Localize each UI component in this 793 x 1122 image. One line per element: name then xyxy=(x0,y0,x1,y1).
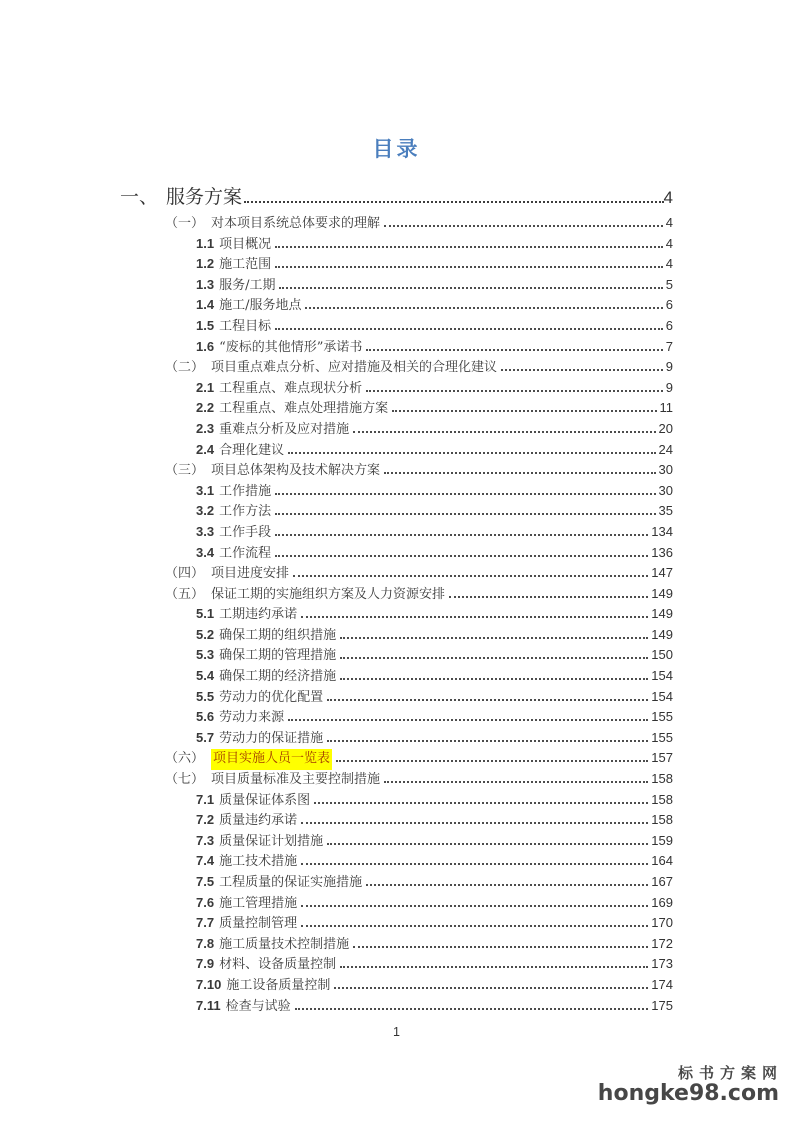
toc-entry-number: 2.1 xyxy=(196,379,215,395)
toc-entry-number: 7.6 xyxy=(196,894,215,910)
toc-entry[interactable] xyxy=(120,645,673,666)
watermark-site-name: 标书方案网 xyxy=(677,1064,783,1082)
toc-dot-leader xyxy=(275,513,655,515)
toc-entry-label: 施工技术措施 xyxy=(219,854,298,870)
toc-entry-number: 1.2 xyxy=(196,256,215,272)
toc-entry-number: 7.9 xyxy=(196,956,215,972)
toc-entry-number: 7.10 xyxy=(196,976,222,992)
toc-entry[interactable] xyxy=(120,810,673,831)
toc-entry-page-number: 5 xyxy=(665,276,673,292)
toc-dot-leader xyxy=(314,802,648,804)
toc-entry-page-number: 9 xyxy=(665,379,673,395)
toc-entry[interactable] xyxy=(120,234,673,255)
toc-entry[interactable] xyxy=(120,481,673,502)
toc-entry-label: “废标的其他情形”承诺书 xyxy=(219,339,363,355)
toc-entry-page-number: 158 xyxy=(651,812,673,828)
toc-entry[interactable] xyxy=(120,357,673,378)
toc-entry-number: 7.2 xyxy=(196,812,215,828)
toc-entry-page-number: 149 xyxy=(651,606,673,622)
toc-entry-label: 工程重点、难点现状分析 xyxy=(219,380,363,396)
toc-entry-label: 质量控制管理 xyxy=(219,916,298,932)
toc-entry-label: 施工管理措施 xyxy=(219,895,298,911)
toc-entry-page-number: 159 xyxy=(651,832,673,848)
toc-entry-page-number: 150 xyxy=(651,647,673,663)
toc-entry[interactable] xyxy=(120,295,673,316)
toc-entry-page-number: 158 xyxy=(651,791,673,807)
toc-entry-label: 服务/工期 xyxy=(219,277,276,293)
toc-entry[interactable] xyxy=(120,584,673,605)
toc-dot-leader xyxy=(288,452,655,454)
toc-dot-leader xyxy=(279,287,662,289)
toc-entry-number: 1.6 xyxy=(196,338,215,354)
toc-entry[interactable] xyxy=(120,728,673,749)
toc-dot-leader xyxy=(244,201,664,203)
toc-entry[interactable] xyxy=(120,378,673,399)
toc-entry-number: 3.1 xyxy=(196,482,215,498)
toc-dot-leader xyxy=(353,431,655,433)
page-title: 目录 xyxy=(372,136,421,161)
toc-entry[interactable] xyxy=(120,769,673,790)
toc-entry-number: 1.4 xyxy=(196,297,215,313)
toc-entry-label: 项目概况 xyxy=(219,236,272,252)
toc-dot-leader xyxy=(327,843,648,845)
toc-entry[interactable] xyxy=(120,748,673,769)
toc-entry-number: 5.6 xyxy=(196,709,215,725)
toc-entry-number: （五） xyxy=(165,586,205,602)
toc-entry-number: 7.3 xyxy=(196,832,215,848)
toc-entry-page-number: 155 xyxy=(651,729,673,745)
toc-dot-leader xyxy=(336,760,648,762)
toc-entry-label: 保证工期的实施组织方案及人力资源安排 xyxy=(211,586,446,602)
toc-entry-number: 5.2 xyxy=(196,626,215,642)
toc-entry-number: （七） xyxy=(165,772,205,788)
toc-entry[interactable] xyxy=(120,398,673,419)
toc-entry-page-number: 136 xyxy=(651,544,673,560)
toc-dot-leader xyxy=(384,472,656,474)
toc-dot-leader xyxy=(340,678,648,680)
toc-entry[interactable] xyxy=(120,831,673,852)
toc-entry-number: 2.2 xyxy=(196,400,215,416)
toc-entry[interactable] xyxy=(120,934,673,955)
toc-entry-label: 劳动力的优化配置 xyxy=(219,689,324,705)
toc-entry-label: 质量违约承诺 xyxy=(219,813,298,829)
toc-entry-page-number: 173 xyxy=(651,956,673,972)
toc-entry[interactable] xyxy=(120,893,673,914)
toc-dot-leader xyxy=(392,410,656,412)
toc-entry-number: 2.3 xyxy=(196,420,215,436)
toc-entry-number: 1.3 xyxy=(196,276,215,292)
toc-entry-label: 工程目标 xyxy=(219,318,272,334)
toc-entry-number: 3.2 xyxy=(196,503,215,519)
toc-entry[interactable] xyxy=(120,254,673,275)
toc-entry-number: 1.1 xyxy=(196,235,215,251)
toc-entry[interactable] xyxy=(120,790,673,811)
toc-entry-page-number: 30 xyxy=(658,462,673,478)
toc-entry[interactable] xyxy=(120,419,673,440)
toc-entry-number: 7.5 xyxy=(196,874,215,889)
toc-entry[interactable] xyxy=(120,460,673,481)
toc-entry-number: 2.4 xyxy=(196,441,215,457)
toc-dot-leader xyxy=(340,657,648,659)
toc-dot-leader xyxy=(449,596,648,598)
toc-entry-label-highlighted: 项目实施人员一览表 xyxy=(211,749,332,770)
footer-page-number: 1 xyxy=(393,1025,400,1039)
toc-entry-page-number: 174 xyxy=(651,976,673,992)
toc-entry[interactable] xyxy=(120,563,673,584)
toc-dot-leader xyxy=(295,1008,649,1010)
toc-entry-page-number: 4 xyxy=(665,235,673,251)
toc-entry-number: 7.8 xyxy=(196,935,215,951)
toc-entry-label: 项目重点难点分析、应对措施及相关的合理化建议 xyxy=(211,360,498,376)
toc-entry[interactable] xyxy=(120,975,673,996)
toc-entry-number: 1.5 xyxy=(196,317,215,333)
toc-entry-page-number: 164 xyxy=(651,853,673,869)
toc-entry-label: 工期违约承诺 xyxy=(219,607,298,623)
toc-entry-number: 5.5 xyxy=(196,688,215,704)
toc-dot-leader xyxy=(275,328,663,330)
toc-dot-leader xyxy=(340,637,648,639)
toc-entry-label: 确保工期的管理措施 xyxy=(219,648,337,664)
toc-entry-label: 工作方法 xyxy=(219,504,272,520)
toc-entry-label: 质量保证计划措施 xyxy=(219,833,324,849)
toc-entry-label: 项目总体架构及技术解决方案 xyxy=(211,463,381,479)
toc-entry[interactable] xyxy=(120,316,673,337)
toc-dot-leader xyxy=(340,966,648,968)
toc-entry-page-number: 158 xyxy=(651,771,673,787)
toc-entry[interactable] xyxy=(120,604,673,625)
toc-entry-label: 施工/服务地点 xyxy=(219,298,302,314)
toc-entry-page-number: 149 xyxy=(651,585,673,601)
toc-entry[interactable] xyxy=(120,954,673,975)
toc-entry-number: 5.4 xyxy=(196,668,215,684)
toc-entry[interactable] xyxy=(120,666,673,687)
toc-entry-number: （一） xyxy=(165,216,205,231)
toc-entry[interactable] xyxy=(120,543,673,564)
toc-dot-leader xyxy=(275,246,663,248)
toc-entry-page-number: 24 xyxy=(658,441,673,457)
toc-entry-label: 确保工期的组织措施 xyxy=(219,627,337,643)
toc-entry-label: 工程质量的保证实施措施 xyxy=(219,875,363,890)
toc-entry-label: 服务方案 xyxy=(166,186,243,208)
table-of-contents xyxy=(120,181,673,1016)
toc-entry[interactable] xyxy=(120,181,673,213)
toc-entry-number: （二） xyxy=(165,360,205,376)
toc-dot-leader xyxy=(334,987,648,989)
toc-dot-leader xyxy=(366,390,663,392)
toc-entry-page-number: 134 xyxy=(651,523,673,539)
toc-entry-number: 5.1 xyxy=(196,606,215,622)
toc-entry-label: 重难点分析及应对措施 xyxy=(219,421,350,437)
toc-entry[interactable] xyxy=(120,275,673,296)
toc-dot-leader xyxy=(301,616,648,618)
toc-entry-number: 7.1 xyxy=(196,791,215,807)
toc-entry-label: 劳动力的保证措施 xyxy=(219,730,324,746)
toc-entry-page-number: 6 xyxy=(665,317,673,333)
toc-dot-leader xyxy=(366,884,648,886)
toc-entry-page-number: 149 xyxy=(651,626,673,642)
toc-entry-number: （六） xyxy=(165,751,205,767)
toc-entry[interactable] xyxy=(120,913,673,934)
watermark xyxy=(597,1064,783,1106)
toc-entry-page-number: 20 xyxy=(658,420,673,436)
toc-dot-leader xyxy=(301,925,648,927)
toc-dot-leader xyxy=(275,555,648,557)
toc-entry[interactable] xyxy=(120,522,673,543)
toc-dot-leader xyxy=(275,493,655,495)
toc-dot-leader xyxy=(384,781,648,783)
toc-entry-label: 对本项目系统总体要求的理解 xyxy=(211,216,381,231)
toc-entry[interactable] xyxy=(120,625,673,646)
toc-dot-leader xyxy=(366,349,662,351)
toc-entry-number: 5.7 xyxy=(196,729,215,745)
toc-entry-number: （三） xyxy=(165,463,205,479)
toc-entry[interactable] xyxy=(120,501,673,522)
toc-dot-leader xyxy=(327,740,648,742)
toc-entry-number: 7.11 xyxy=(196,997,221,1013)
toc-entry-number: 7.7 xyxy=(196,915,215,931)
toc-dot-leader xyxy=(501,369,663,371)
toc-entry-page-number: 154 xyxy=(651,688,673,704)
toc-entry-page-number: 4 xyxy=(665,215,673,230)
toc-entry-label: 合理化建议 xyxy=(219,442,285,458)
toc-dot-leader xyxy=(293,575,648,577)
toc-entry-label: 施工质量技术控制措施 xyxy=(219,936,350,952)
toc-dot-leader xyxy=(275,534,648,536)
toc-entry-number: 3.3 xyxy=(196,523,215,539)
toc-entry-page-number: 4 xyxy=(665,256,673,272)
toc-entry-page-number: 172 xyxy=(651,935,673,951)
toc-entry-label: 工作措施 xyxy=(219,483,272,499)
toc-entry-label: 确保工期的经济措施 xyxy=(219,669,337,685)
toc-entry-label: 劳动力来源 xyxy=(219,710,285,726)
toc-entry[interactable] xyxy=(120,996,673,1017)
toc-entry-label: 项目进度安排 xyxy=(211,566,290,582)
toc-entry-label: 施工范围 xyxy=(219,257,272,273)
toc-entry[interactable] xyxy=(120,440,673,461)
toc-dot-leader xyxy=(305,307,662,309)
toc-entry-number: （四） xyxy=(165,566,205,582)
toc-dot-leader xyxy=(301,863,648,865)
toc-entry-page-number: 170 xyxy=(651,915,673,931)
toc-entry-number: 一、 xyxy=(120,186,159,208)
toc-entry[interactable] xyxy=(120,687,673,708)
toc-entry-page-number: 9 xyxy=(665,359,673,375)
toc-entry-page-number: 154 xyxy=(651,668,673,684)
toc-entry-page-number: 155 xyxy=(651,709,673,725)
watermark-site-url: hongke98.com xyxy=(597,1081,779,1106)
toc-entry-page-number: 11 xyxy=(659,400,673,416)
toc-entry-page-number: 169 xyxy=(651,894,673,910)
toc-dot-leader xyxy=(384,225,663,227)
toc-entry-page-number: 35 xyxy=(658,503,673,519)
toc-entry-page-number: 30 xyxy=(658,482,673,498)
toc-entry-label: 施工设备质量控制 xyxy=(226,977,331,993)
toc-entry[interactable] xyxy=(120,707,673,728)
toc-entry-page-number: 157 xyxy=(651,750,673,766)
toc-entry-page-number: 6 xyxy=(665,297,673,313)
toc-entry-page-number: 167 xyxy=(651,874,673,889)
toc-entry-page-number: 175 xyxy=(651,997,673,1013)
toc-entry-label: 工作手段 xyxy=(219,524,272,540)
toc-entry-page-number: 147 xyxy=(651,565,673,581)
toc-entry[interactable] xyxy=(120,213,673,234)
toc-entry-number: 7.4 xyxy=(196,853,215,869)
toc-dot-leader xyxy=(327,699,648,701)
toc-entry-number: 5.3 xyxy=(196,647,215,663)
toc-entry[interactable] xyxy=(120,872,673,893)
toc-entry-number: 3.4 xyxy=(196,544,215,560)
toc-entry-page-number: 7 xyxy=(665,338,673,354)
toc-entry-label: 质量保证体系图 xyxy=(219,792,311,808)
toc-entry[interactable] xyxy=(120,337,673,358)
toc-entry-page-number: 4 xyxy=(663,188,673,207)
toc-entry-label: 工程重点、难点处理措施方案 xyxy=(219,401,389,417)
toc-entry-label: 项目质量标准及主要控制措施 xyxy=(211,772,381,788)
toc-entry-label: 工作流程 xyxy=(219,545,272,561)
toc-dot-leader xyxy=(301,822,648,824)
toc-dot-leader xyxy=(275,266,663,268)
toc-entry-label: 检查与试验 xyxy=(225,998,291,1014)
toc-entry[interactable] xyxy=(120,851,673,872)
toc-dot-leader xyxy=(353,946,648,948)
toc-entry-label: 材料、设备质量控制 xyxy=(219,957,337,973)
toc-dot-leader xyxy=(288,719,648,721)
toc-dot-leader xyxy=(301,905,648,907)
